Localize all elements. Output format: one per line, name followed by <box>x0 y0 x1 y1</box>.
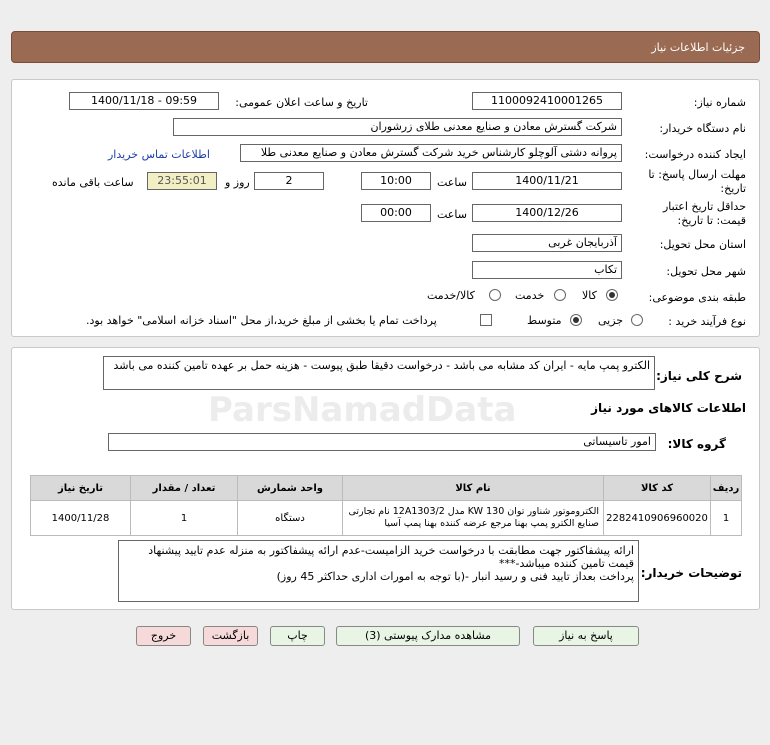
reply-time-label: ساعت <box>437 176 467 189</box>
col-date: تاریخ نیاز <box>31 476 131 501</box>
process-radio-minor[interactable] <box>631 314 643 326</box>
col-unit: واحد شمارش <box>238 476 343 501</box>
need-number-label: شماره نیاز: <box>693 96 746 109</box>
province-label: استان محل تحویل: <box>659 238 746 251</box>
province-field[interactable]: آذربایجان غربی <box>472 234 622 252</box>
col-name: نام کالا <box>343 476 604 501</box>
col-code: کد کالا <box>604 476 711 501</box>
buyer-notes-line-1: ارائه پیشفاکتور جهت مطابقت با درخواست خرید الزامیست-عدم ارائه پیشفاکتور به منزله عدم تایید پیشنهاد قیمت تامین کننده میباشد-*** <box>148 544 634 570</box>
city-label: شهر محل تحویل: <box>666 265 746 278</box>
exit-button[interactable]: خروج <box>136 626 191 646</box>
category-radio-goods[interactable] <box>606 289 618 301</box>
requester-label: ایجاد کننده درخواست: <box>644 148 746 161</box>
reply-date-field[interactable]: 1400/11/21 <box>472 172 622 190</box>
validity-time-field[interactable]: 00:00 <box>361 204 431 222</box>
description-text: الکترو پمپ مایه - ایران کد مشابه می باشد - درخواست دقیقا طبق پیوست - هزینه حمل بر عهده تامین کننده می باشد <box>113 359 650 372</box>
city-field[interactable]: تکاب <box>472 261 622 279</box>
goods-section-title: اطلاعات کالاهای مورد نیاز <box>591 401 746 415</box>
goods-table <box>30 475 742 536</box>
cell-code: 2282410906960020 <box>604 501 711 536</box>
attachments-button[interactable]: مشاهده مدارک پیوستی (3) <box>336 626 520 646</box>
cell-name: الکتروموتور شناور توان 130 KW مدل 12A1303/2 نام تجارتی صنایع الکترو پمپ بهنا مرجع عرضه کننده بهنا پمپ آسیا <box>343 501 604 536</box>
page-header <box>11 31 760 63</box>
goods-group-label: گروه کالا: <box>667 437 726 451</box>
description-label: شرح کلی نیاز: <box>656 369 742 383</box>
validity-time-label: ساعت <box>437 208 467 221</box>
category-option-service: خدمت <box>515 289 545 302</box>
buyer-notes-field[interactable] <box>118 540 639 602</box>
process-option-minor: جزیی <box>598 314 624 327</box>
buyer-notes-label: توضیحات خریدار: <box>640 566 742 580</box>
process-label: نوع فرآیند خرید : <box>668 315 746 328</box>
category-option-goods-service: کالا/خدمت <box>427 289 475 302</box>
cell-date: 1400/11/28 <box>31 501 131 536</box>
treasury-checkbox[interactable] <box>480 314 492 326</box>
category-radio-service[interactable] <box>554 289 566 301</box>
goods-table-header <box>31 476 742 501</box>
process-option-medium: متوسط <box>527 314 562 327</box>
process-radio-medium[interactable] <box>570 314 582 326</box>
page-title: جزئیات اطلاعات نیاز <box>651 41 745 54</box>
watermark-logo: ParsNamadData <box>208 390 517 430</box>
cell-unit: دستگاه <box>238 501 343 536</box>
reply-button[interactable]: پاسخ به نیاز <box>533 626 639 646</box>
need-number-field[interactable]: 1100092410001265 <box>472 92 622 110</box>
days-label: روز و <box>225 176 250 189</box>
cell-row: 1 <box>711 501 742 536</box>
category-label: طبقه بندی موضوعی: <box>648 291 746 304</box>
contact-buyer-link[interactable]: اطلاعات تماس خریدار <box>108 148 210 161</box>
announce-label: تاریخ و ساعت اعلان عمومی: <box>235 96 368 109</box>
remaining-label: ساعت باقی مانده <box>52 176 134 189</box>
remaining-time-field: 23:55:01 <box>147 172 217 190</box>
goods-group-field[interactable]: امور تاسیساتی <box>108 433 656 451</box>
validity-date-field[interactable]: 1400/12/26 <box>472 204 622 222</box>
days-field[interactable]: 2 <box>254 172 324 190</box>
print-button[interactable]: چاپ <box>270 626 325 646</box>
category-option-goods: کالا <box>582 289 597 302</box>
reply-deadline-label: مهلت ارسال پاسخ: تا تاریخ: <box>648 168 746 195</box>
buyer-org-field[interactable]: شرکت گسترش معادن و صنایع معدنی طلای زرشوران <box>173 118 622 136</box>
cell-qty: 1 <box>131 501 238 536</box>
announce-field[interactable]: 1400/11/18 - 09:59 <box>69 92 219 110</box>
col-qty: تعداد / مقدار <box>131 476 238 501</box>
reply-time-field[interactable]: 10:00 <box>361 172 431 190</box>
col-row: ردیف <box>711 476 742 501</box>
description-field[interactable] <box>103 356 655 390</box>
back-button[interactable]: بازگشت <box>203 626 258 646</box>
requester-field[interactable]: پروانه دشتی آلوچلو کارشناس خرید شرکت گسترش معادن و صنایع معدنی طلا <box>240 144 622 162</box>
category-radio-goods-service[interactable] <box>489 289 501 301</box>
validity-label: حداقل تاریخ اعتبار قیمت: تا تاریخ: <box>662 200 746 227</box>
buyer-org-label: نام دستگاه خریدار: <box>659 122 746 135</box>
table-row[interactable] <box>31 501 742 536</box>
treasury-note: پرداخت تمام یا بخشی از مبلغ خرید،از محل "اسناد خزانه اسلامی" خواهد بود. <box>86 314 437 327</box>
buyer-notes-line-2: پرداخت بعداز تایید فنی و رسید انبار -(با توجه به امورات اداری حداکثر 45 روز) <box>276 570 634 583</box>
